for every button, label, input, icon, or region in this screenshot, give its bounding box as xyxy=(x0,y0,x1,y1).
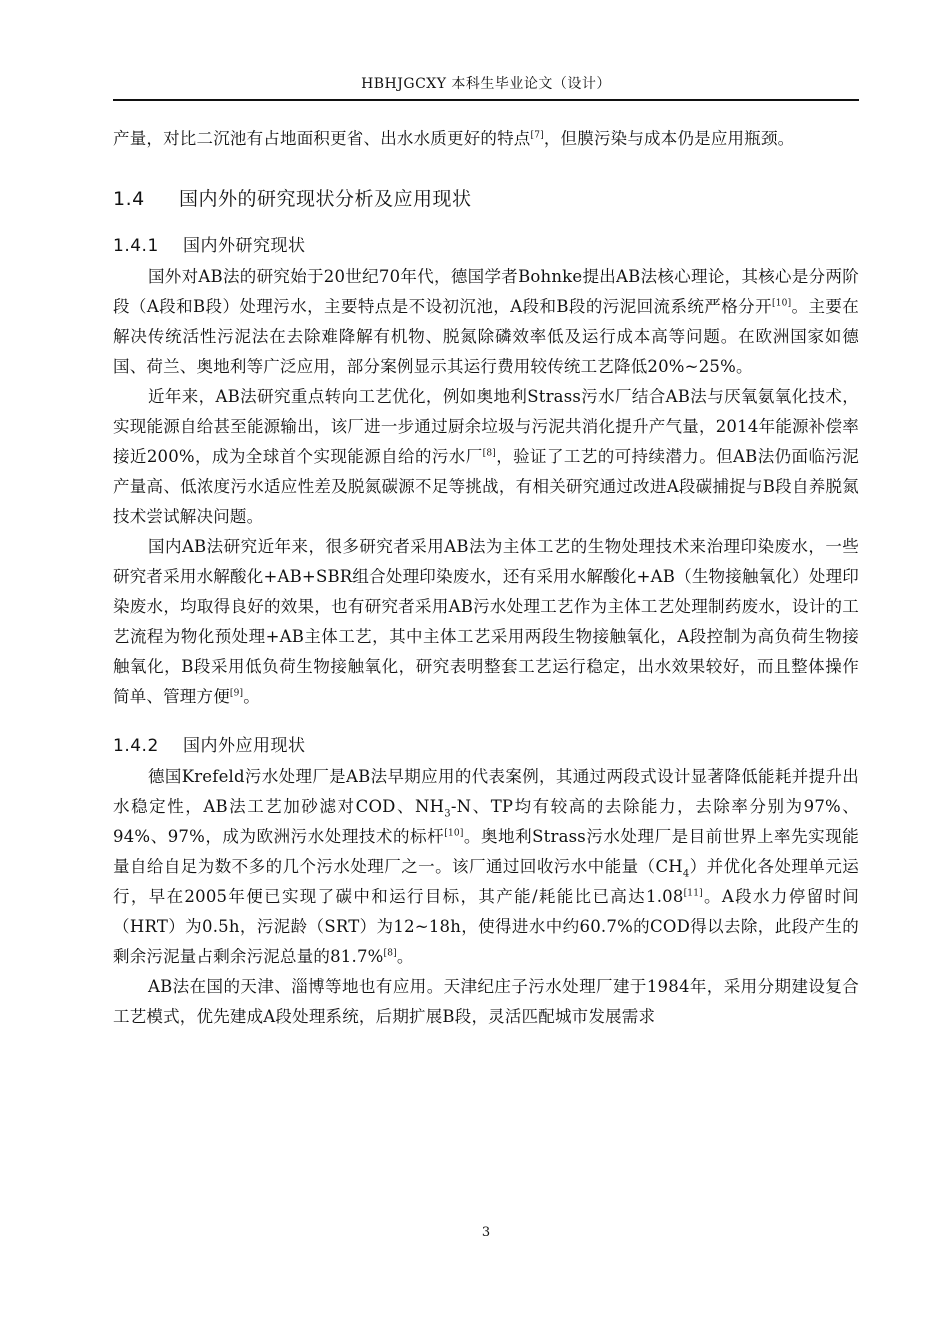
subsection-title: 国内外应用现状 xyxy=(183,736,306,756)
paragraph-text: 德国Krefeld污水处理厂是AB法早期应用的代表案例，其通过两段式设计显著降低能耗并提升出水稳定性，AB法工艺加砂滤对COD、NH xyxy=(113,767,859,816)
page-number: 3 xyxy=(481,1225,491,1240)
citation-9: [9] xyxy=(229,688,244,699)
subsection-title: 国内外研究现状 xyxy=(183,236,306,256)
subscript-3: 3 xyxy=(444,808,451,820)
paragraph-text: 。 xyxy=(243,687,260,706)
citation-8: [8] xyxy=(482,448,496,459)
section-number: 1.4 xyxy=(113,188,145,210)
section-heading-1-4 xyxy=(113,186,859,212)
section-title: 国内外的研究现状分析及应用现状 xyxy=(179,188,472,210)
paragraph-text: 国外对AB法的研究始于20世纪70年代，德国学者Bohnke提出AB法核心理论，其核心是分两阶段（A段和B段）处理污水，主要特点是不设初沉池，A段和B段的污泥回流系统严格分开 xyxy=(113,267,859,316)
section-heading-1-4-1 xyxy=(113,234,859,258)
intro-text-b: ，但膜污染与成本仍是应用瓶颈。 xyxy=(543,129,795,148)
citation-11: [11] xyxy=(683,888,703,899)
paragraph-text: 。奥地利Strass污水处理厂是目前世界上率先实现能量自给自足为数不多的几个污水处理厂之一。该厂通过回收污水中能量（CH xyxy=(113,827,859,876)
application-paragraph-europe xyxy=(113,762,859,972)
citation-10: [10] xyxy=(444,828,464,839)
paragraph-text: 国内AB法研究近年来，很多研究者采用AB法为主体工艺的生物处理技术来治理印染废水，一些研究者采用水解酸化+AB+SBR组合处理印染废水，还有采用水解酸化+AB（生物接触氧化）处理印染废水，均取得良好的效果，也有研究者采用AB污水处理工艺作为主体工艺处理制药废水，设计的工艺流程为物化预处理+AB主体工艺，其中主体工艺采用两段生物接触氧化，A段控制为高负荷生物接触氧化，B段采用低负荷生物接触氧化，研究表明整套工艺运行稳定，出水效果较好，而且整体操作简单、管理方便 xyxy=(113,537,859,706)
research-paragraph-recent xyxy=(113,382,859,532)
page-header-title: HBHJGCXY 本科生毕业论文（设计） xyxy=(361,76,611,92)
page-body xyxy=(113,124,859,1032)
header-divider xyxy=(113,99,859,101)
paragraph-text: ）并优化各处理单元运行，早在2005年便已实现了碳中和运行目标，其产能/耗能比已高达1.08 xyxy=(113,857,859,906)
paragraph-text: 。主要在解决传统活性污泥法在去除难降解有机物、脱氮除磷效率低及运行成本高等问题。在欧洲国家如德国、荷兰、奥地利等广泛应用，部分案例显示其运行费用较传统工艺降低20%~25%。 xyxy=(113,297,859,376)
research-paragraph-domestic xyxy=(113,532,859,712)
paragraph-text: 。A段水力停留时间（HRT）为0.5h，污泥龄（SRT）为12~18h，使得进水中约60.7%的COD得以去除，此段产生的剩余污泥量占剩余污泥总量的81.7% xyxy=(113,887,859,966)
citation-8: [8] xyxy=(383,948,397,959)
research-paragraph-foreign xyxy=(113,262,859,382)
citation-7: [7] xyxy=(530,130,544,141)
paragraph-text: ，验证了工艺的可持续潜力。但AB法仍面临污泥产量高、低浓度污水适应性差及脱氮碳源不足等挑战，有相关研究通过改进A段碳捕捉与B段自养脱氮技术尝试解决问题。 xyxy=(113,447,859,526)
intro-text-a: 产量，对比二沉池有占地面积更省、出水水质更好的特点 xyxy=(113,129,531,148)
paragraph-text: 近年来，AB法研究重点转向工艺优化，例如奥地利Strass污水厂结合AB法与厌氧氨氧化技术，实现能源自给甚至能源输出，该厂进一步通过厨余垃圾与污泥共消化提升产气量，2014年能源补偿率接近200%，成为全球首个实现能源自给的污水厂 xyxy=(113,387,859,466)
subscript-4: 4 xyxy=(682,868,690,880)
paragraph-text: 。 xyxy=(396,947,414,966)
section-heading-1-4-2 xyxy=(113,734,859,758)
subsection-number: 1.4.1 xyxy=(113,236,159,256)
paragraph-text: -N、TP均有较高的去除能力，去除率分别为97%、94%、97%，成为欧洲污水处理技术的标杆 xyxy=(113,797,860,846)
application-paragraph-china: AB法在国的天津、淄博等地也有应用。天津纪庄子污水处理厂建于1984年，采用分期建设复合工艺模式，优先建成A段处理系统，后期扩展B段，灵活匹配城市发展需求 xyxy=(113,977,859,1026)
subsection-number: 1.4.2 xyxy=(113,736,159,756)
citation-10: [10] xyxy=(772,298,792,309)
intro-paragraph xyxy=(113,124,859,154)
